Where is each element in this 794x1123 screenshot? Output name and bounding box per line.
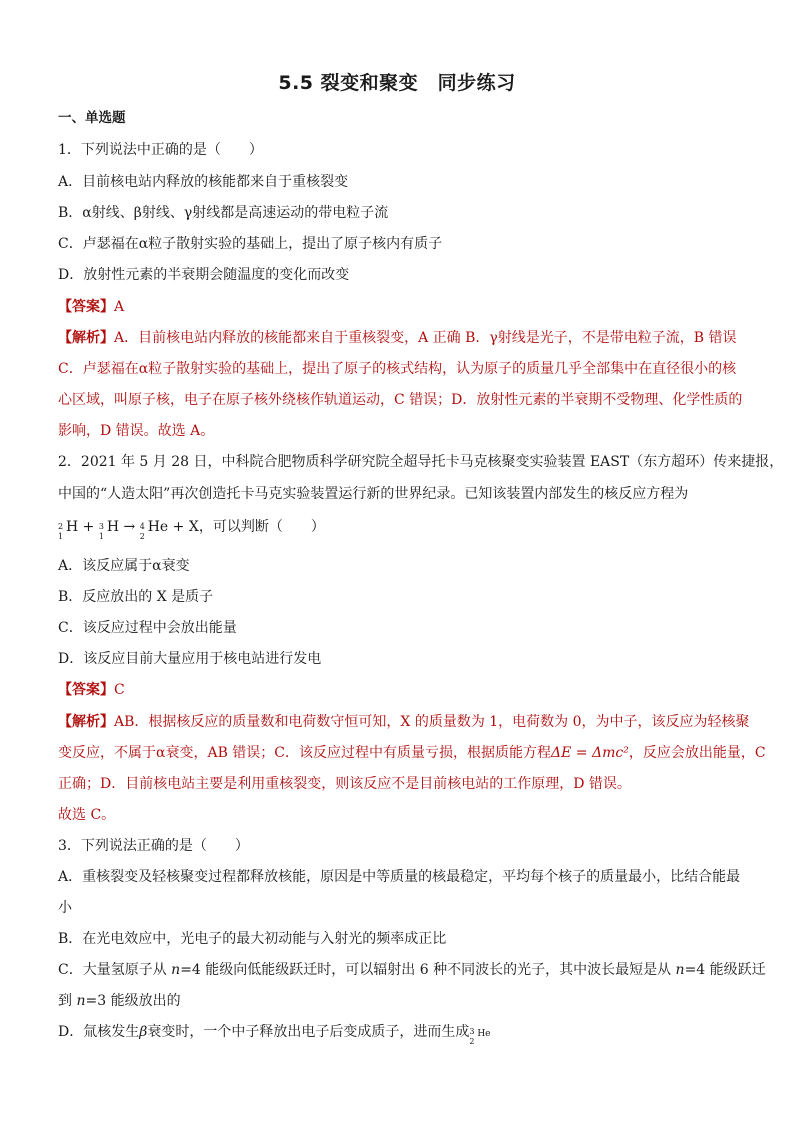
q3-option-c-text: C．大量氢原子从 xyxy=(58,962,172,978)
beta-symbol: β xyxy=(139,1024,148,1040)
q2-equation xyxy=(58,517,748,541)
q3-option-a-line-1: A．重核裂变及轻核聚变过程都释放核能，原因是中等质量的核最稳定，平均每个核子的质量最小，比结合能最 xyxy=(58,869,741,885)
q1-option-d: D．放射性元素的半衰期会随温度的变化而改变 xyxy=(58,267,350,283)
q2-analysis-line-3: 正确；D．目前核电站主要是利用重核裂变，则该反应不是目前核电站的工作原理，D 错误。 xyxy=(58,776,631,792)
q1-analysis-text-1: A．目前核电站内释放的核能都来自于重核裂变，A 正确 B．γ射线是光子，不是带电粒子流，B 错误 xyxy=(114,330,737,346)
q1-option-a: A．目前核电站内释放的核能都来自于重核裂变 xyxy=(58,174,349,190)
equation-suffix: ，可以判断（ ） xyxy=(198,519,325,535)
q2-option-b: B．反应放出的 X 是质子 xyxy=(58,589,214,605)
q1-analysis-line-1 xyxy=(58,328,748,348)
q3-option-c-text: =3 能级放出的 xyxy=(85,993,181,1009)
q2-analysis-text-2a: 变反应，不属于α衰变，AB 错误；C．该反应过程中有质量亏损，根据质能方程 xyxy=(58,745,552,761)
q3-option-d-text: D．氚核发生 xyxy=(58,1024,140,1040)
q2-analysis-label: 【解析】 xyxy=(58,714,114,730)
q2-answer-label: 【答案】 xyxy=(58,682,114,698)
q3-option-c-line-2 xyxy=(58,991,748,1011)
q1-analysis-label: 【解析】 xyxy=(58,330,114,346)
nuclide-tritium: 3 1 xyxy=(98,522,104,541)
q3-option-d xyxy=(58,1022,748,1044)
mass-energy-formula: ΔE = Δmc² xyxy=(551,745,629,761)
q2-stem-line-1: 2．2021 年 5 月 28 日，中科院合肥物质科学研究院全超导托卡马克核聚变实验装置 EAST（东方超环）传来捷报， xyxy=(58,454,784,470)
q2-option-a: A．该反应属于α衰变 xyxy=(58,558,190,574)
q1-answer-value: A xyxy=(114,299,125,315)
nuclide-symbol: He xyxy=(147,519,169,535)
q3-stem: 3．下列说法正确的是（ ） xyxy=(58,838,249,854)
q3-option-c-text: =4 能级向低能级跃迁时，可以辐射出 6 种不同波长的光子，其中波长最短是从 xyxy=(180,962,676,978)
q1-answer-label: 【答案】 xyxy=(58,299,114,315)
q3-option-b: B．在光电效应中，光电子的最大初动能与入射光的频率成正比 xyxy=(58,931,447,947)
nuclide-helium: 4 2 xyxy=(139,522,145,541)
q2-analysis-text-1: AB．根据核反应的质量数和电荷数守恒可知，X 的质量数为 1，电荷数为 0，为中子，该反应为轻核聚 xyxy=(114,714,750,730)
section-heading: 一、单选题 xyxy=(58,110,126,126)
reaction-arrow: → xyxy=(123,519,136,535)
quantum-number-n: n xyxy=(76,993,86,1009)
page-title: 5.5 裂变和聚变 同步练习 xyxy=(278,72,516,94)
q1-option-b: B．α射线、β射线、γ射线都是高速运动的带电粒子流 xyxy=(58,205,389,221)
q2-analysis-line-1 xyxy=(58,712,748,732)
nuclide-symbol: He xyxy=(477,1029,491,1039)
q2-analysis-text-2b: ，反应会放出能量，C xyxy=(628,745,766,761)
q2-answer xyxy=(58,680,748,700)
q3-option-c-text: 到 xyxy=(58,993,77,1009)
q3-option-c-line-1 xyxy=(58,960,766,980)
q3-option-c-text: =4 能级跃迁 xyxy=(684,962,766,978)
q2-option-d: D．该反应目前大量应用于核电站进行发电 xyxy=(58,651,322,667)
nuclide-helium-3: 3 2 xyxy=(469,1027,475,1046)
nuclide-symbol: H xyxy=(106,519,120,535)
q1-analysis-line-2: C．卢瑟福在α粒子散射实验的基础上，提出了原子的核式结构，认为原子的质量几乎全部集中在直径很小的核 xyxy=(58,361,737,377)
plus-sign: + xyxy=(82,519,95,535)
quantum-number-n: n xyxy=(171,962,181,978)
q2-stem-line-2: 中国的“人造太阳”再次创造托卡马克实验装置运行新的世界纪录。已知该装置内部发生的核反应方程为 xyxy=(58,486,689,502)
q2-answer-value: C xyxy=(114,682,125,698)
q1-option-c: C．卢瑟福在α粒子散射实验的基础上，提出了原子核内有质子 xyxy=(58,236,443,252)
q1-answer xyxy=(58,297,748,317)
q3-option-d-text: 衰变时，一个中子释放出电子后变成质子，进而生成 xyxy=(147,1024,470,1040)
q2-analysis-line-2 xyxy=(58,743,766,763)
q1-analysis-line-3: 心区域，叫原子核，电子在原子核外绕核作轨道运动，C 错误；D．放射性元素的半衰期不受物理、化学性质的 xyxy=(58,392,743,408)
q2-option-c: C．该反应过程中会放出能量 xyxy=(58,620,237,636)
nuclide-deuterium: 2 1 xyxy=(58,522,64,541)
equation-tail: + X xyxy=(172,519,199,535)
q1-analysis-line-4: 影响，D 错误。故选 A。 xyxy=(58,423,215,439)
quantum-number-n: n xyxy=(675,962,685,978)
nuclide-symbol: H xyxy=(66,519,79,535)
q2-analysis-line-4: 故选 C。 xyxy=(58,807,116,823)
q1-stem: 1．下列说法中正确的是（ ） xyxy=(58,142,263,158)
q3-option-a-line-2: 小 xyxy=(58,900,72,916)
